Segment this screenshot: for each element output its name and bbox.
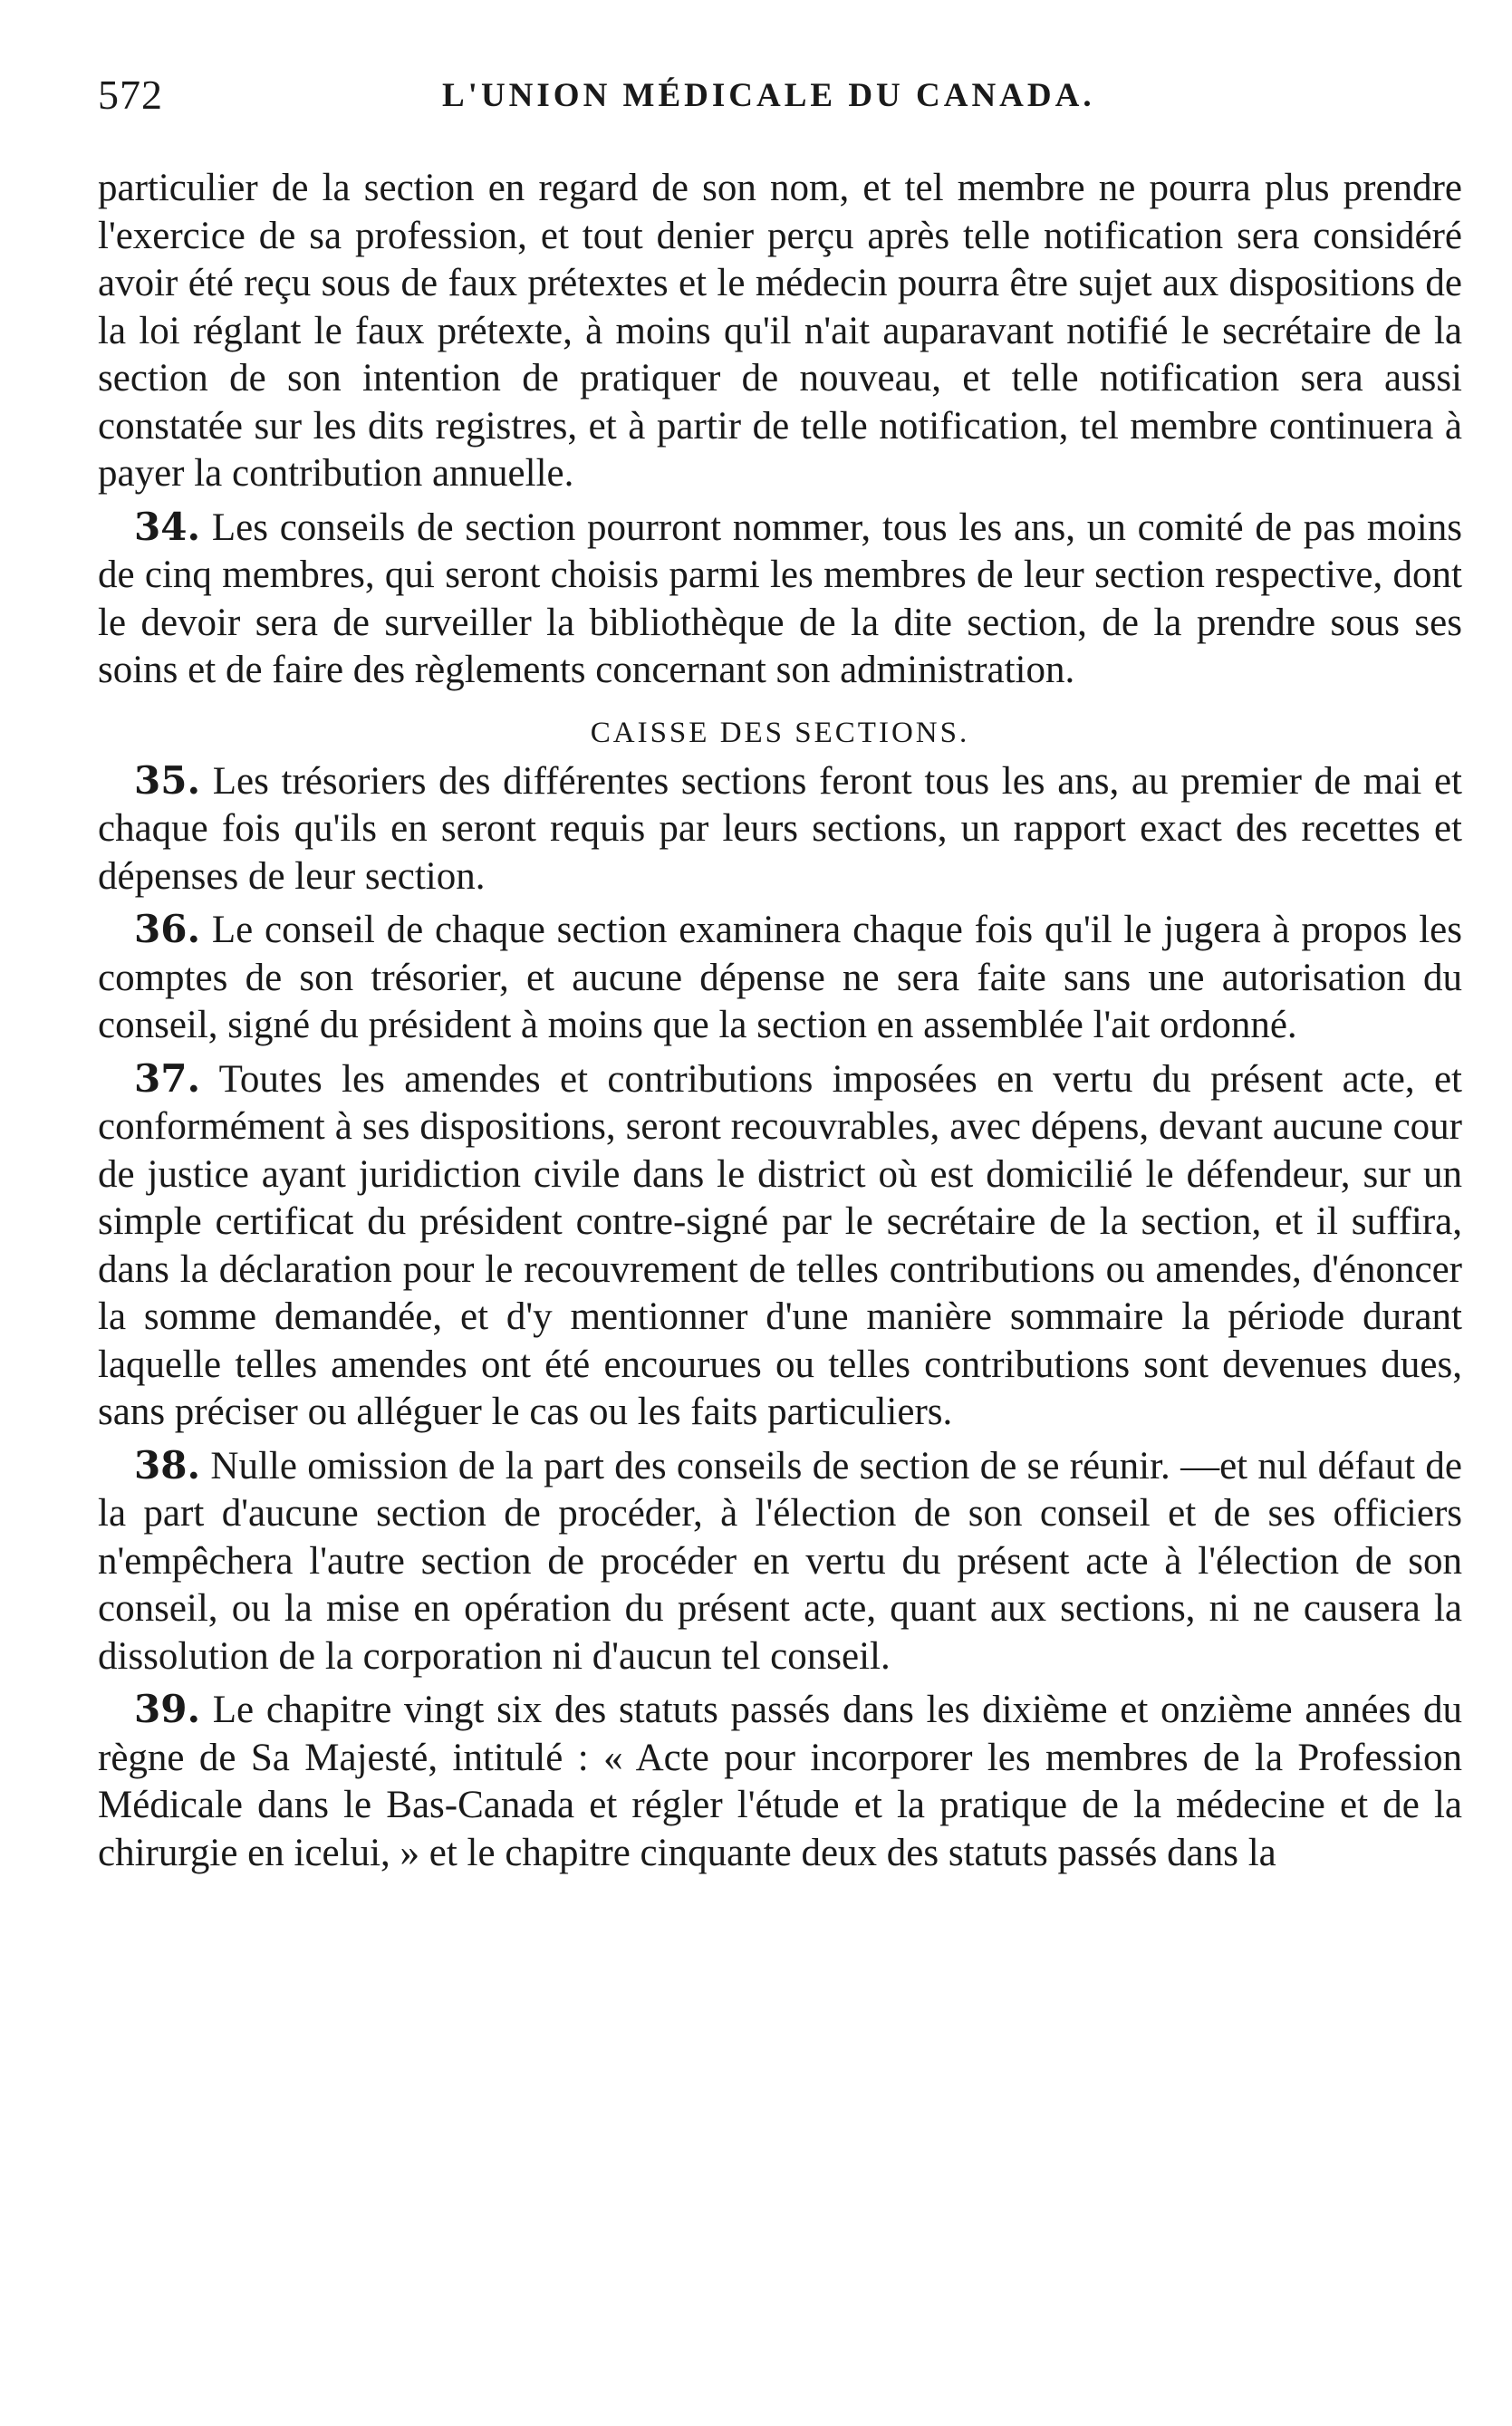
article-text: Nulle omission de la part des conseils de section de se réunir. —et nul défaut de la part d'aucune section de procéder, à l'élection de son conseil et de ses officiers n'empêchera l'autre section de procéder en vertu du présent acte à l'élection de son conseil, ou la mise en opération du présent acte, quant aux sections, ni ne causera la dissolution de la corporation ni d'aucun tel conseil.	[98, 1444, 1463, 1678]
article-number: 35.	[134, 757, 201, 803]
article-35	[98, 757, 1462, 901]
article-text: Les conseils de section pourront nommer, tous les ans, un comité de pas moins de cinq membres, qui seront choisis parmi les membres de leur section respective, dont le devoir sera de surveiller la bibliothèque de la dite section, de la prendre sous ses soins et de faire des règlements concernant son administration.	[98, 505, 1462, 691]
running-header	[98, 71, 1462, 134]
article-text: Toutes les amendes et contributions imposées en vertu du présent acte, et conformément à ses dispositions, seront recouvrables, avec dépens, devant aucune cour de justice ayant juridiction civile dans le district où est domicilié le défendeur, sur un simple certificat du président contre-signé par le secrétaire de la section, et il suffira, dans la déclaration pour le recouvrement de telles contributions ou amendes, d'énoncer la somme demandée, et d'y mentionner d'une manière sommaire la période durant laquelle telles amendes ont été encourues ou telles contributions sont devenues dues, sans préciser ou alléguer le cas ou les faits particuliers.	[98, 1057, 1462, 1433]
article-number: 37.	[134, 1055, 201, 1101]
article-number: 34.	[134, 504, 201, 549]
article-37	[98, 1055, 1462, 1437]
page-number: 572	[98, 72, 163, 118]
continuation-paragraph: particulier de la section en regard de son nom, et tel membre ne pourra plus prendre l'exercice de sa profession, et tout denier perçu après telle notification sera considéré avoir été reçu sous de faux prétextes et le médecin pourra être sujet aux dispositions de la loi réglant le faux prétexte, à moins qu'il n'ait auparavant notifié le secrétaire de la section de son intention de pratiquer de nouveau, et telle notification sera aussi constatée sur les dits registres, et à partir de telle notification, tel membre continuera à payer la contribution annuelle.	[98, 167, 1462, 495]
article-text: Le chapitre vingt six des statuts passés dans les dixième et onzième années du règne de Sa Majesté, intitulé : « Acte pour incorporer les membres de la Profession Médicale dans le Bas-Canada et régler l'étude et la pratique de la médecine et de la chirurgie en icelui, » et le chapitre cinquante deux des statuts passés dans la	[98, 1689, 1463, 1874]
article-number: 36.	[134, 907, 201, 951]
article-39	[98, 1686, 1462, 1877]
article-number: 38.	[134, 1442, 201, 1487]
article-text: Le conseil de chaque section examinera chaque fois qu'il le jugera à propos les comptes de son trésorier, et aucune dépense ne sera faite sans une autorisation du conseil, signé du président à moins que la section en assemblée l'ait ordonné.	[98, 909, 1462, 1046]
article-34	[98, 504, 1462, 695]
article-36	[98, 906, 1462, 1050]
running-title: L'UNION MÉDICALE DU CANADA.	[442, 77, 1095, 114]
section-heading: CAISSE DES SECTIONS.	[590, 716, 970, 749]
article-38	[98, 1442, 1462, 1681]
article-number: 39.	[134, 1687, 201, 1731]
article-text: Les trésoriers des différentes sections feront tous les ans, au premier de mai et chaque fois qu'ils en seront requis par leurs sections, un rapport exact des recettes et dépenses de leur section.	[98, 759, 1462, 898]
document-page	[98, 71, 1462, 1882]
